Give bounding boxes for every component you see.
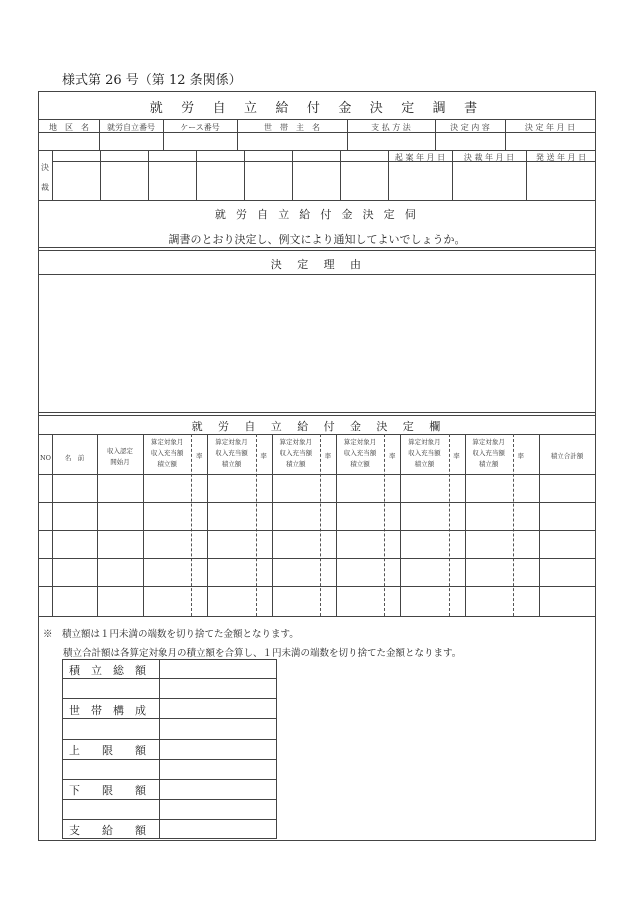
group-divider xyxy=(400,434,401,616)
sub-income-label: 収入充当額 xyxy=(408,449,441,457)
rate-label: 率 xyxy=(453,452,460,460)
drafted-date-label: 起 案 年 月 日 xyxy=(394,153,446,162)
kessai-label-2: 裁 xyxy=(41,183,49,192)
sub-income-label: 収入充当額 xyxy=(279,449,312,457)
inquiry-title: 就 労 自 立 給 付 金 決 定 伺 xyxy=(214,208,420,221)
form-number: 様式第 26 号（第 12 条関係） xyxy=(62,73,242,88)
sub-month-label: 算定対象月 xyxy=(215,438,248,446)
group-divider xyxy=(272,434,273,616)
summary-lower-limit: 下 限 額 xyxy=(69,784,146,797)
sub-income-label: 収入充当額 xyxy=(215,449,248,457)
rate-label: 率 xyxy=(517,452,525,460)
group-divider xyxy=(465,434,466,616)
reason-body xyxy=(39,412,595,416)
sub-savings-label: 積立額 xyxy=(285,460,306,468)
note-2: 積立合計額は各算定対象月の積立額を合算し、１円未満の端数を切り捨てた金額となります。 xyxy=(63,648,462,659)
rate-label: 率 xyxy=(196,452,203,460)
sub-savings-label: 積立額 xyxy=(478,460,499,468)
sub-savings-label: 積立額 xyxy=(350,460,370,468)
sub-month-label: 算定対象月 xyxy=(343,438,377,446)
rate-divider xyxy=(513,434,514,616)
sub-savings-label: 積立額 xyxy=(157,460,177,468)
col-start-2: 開始月 xyxy=(110,458,130,466)
sub-month-label: 算定対象月 xyxy=(408,438,441,446)
header-area-name: 地 区 名 xyxy=(49,123,89,132)
note-1: ※ 積立額は１円未満の端数を切り捨てた金額となります。 xyxy=(43,629,299,640)
header-decision-date: 決 定 年 月 日 xyxy=(524,123,576,132)
sub-income-label: 収入充当額 xyxy=(150,449,184,457)
summary-payment: 支 給 額 xyxy=(69,824,146,837)
rate-label: 率 xyxy=(324,452,332,460)
kessai-label-1: 決 xyxy=(41,163,49,172)
col-name: 名 前 xyxy=(64,454,85,462)
header-householder-name: 世 帯 主 名 xyxy=(264,123,320,132)
sub-month-label: 算定対象月 xyxy=(279,438,312,446)
group-divider xyxy=(207,434,208,616)
rate-divider xyxy=(449,434,450,616)
sub-month-label: 算定対象月 xyxy=(150,438,184,446)
form-title: 就 労 自 立 給 付 金 決 定 調 書 xyxy=(149,101,485,116)
rate-label: 率 xyxy=(260,452,267,460)
group-divider xyxy=(336,434,337,616)
col-start-1: 収入認定 xyxy=(107,447,133,455)
approved-date-label: 決 裁 年 月 日 xyxy=(463,153,515,162)
decision-title: 就 労 自 立 給 付 金 決 定 欄 xyxy=(191,420,443,433)
inquiry-text: 調書のとおり決定し、例文により通知してよいでしょうか。 xyxy=(168,233,466,246)
rate-divider xyxy=(256,434,257,616)
summary-total-savings: 積 立 総 額 xyxy=(69,664,146,677)
header-case-number: ケース番号 xyxy=(180,123,220,132)
col-no: NO xyxy=(39,454,52,462)
summary-upper-limit: 上 限 額 xyxy=(69,744,146,757)
sub-income-label: 収入充当額 xyxy=(343,449,377,457)
summary-household: 世 帯 構 成 xyxy=(69,704,146,717)
header-employment-number: 就労自立番号 xyxy=(107,123,155,132)
sub-savings-label: 積立額 xyxy=(221,460,242,468)
col-total: 積立合計額 xyxy=(550,452,584,460)
header-payment-method: 支 払 方 法 xyxy=(371,123,411,132)
rate-divider xyxy=(384,434,385,616)
rate-label: 率 xyxy=(388,452,396,460)
reason-title: 決 定 理 由 xyxy=(270,258,364,271)
rate-divider xyxy=(191,434,192,616)
rate-divider xyxy=(320,434,321,616)
sub-income-label: 収入充当額 xyxy=(472,449,505,457)
sub-savings-label: 積立額 xyxy=(414,460,435,468)
sent-date-label: 発 送 年 月 日 xyxy=(535,153,587,162)
form-frame xyxy=(38,91,596,841)
header-decision-content: 決 定 内 容 xyxy=(450,123,490,132)
sub-month-label: 算定対象月 xyxy=(472,438,505,446)
